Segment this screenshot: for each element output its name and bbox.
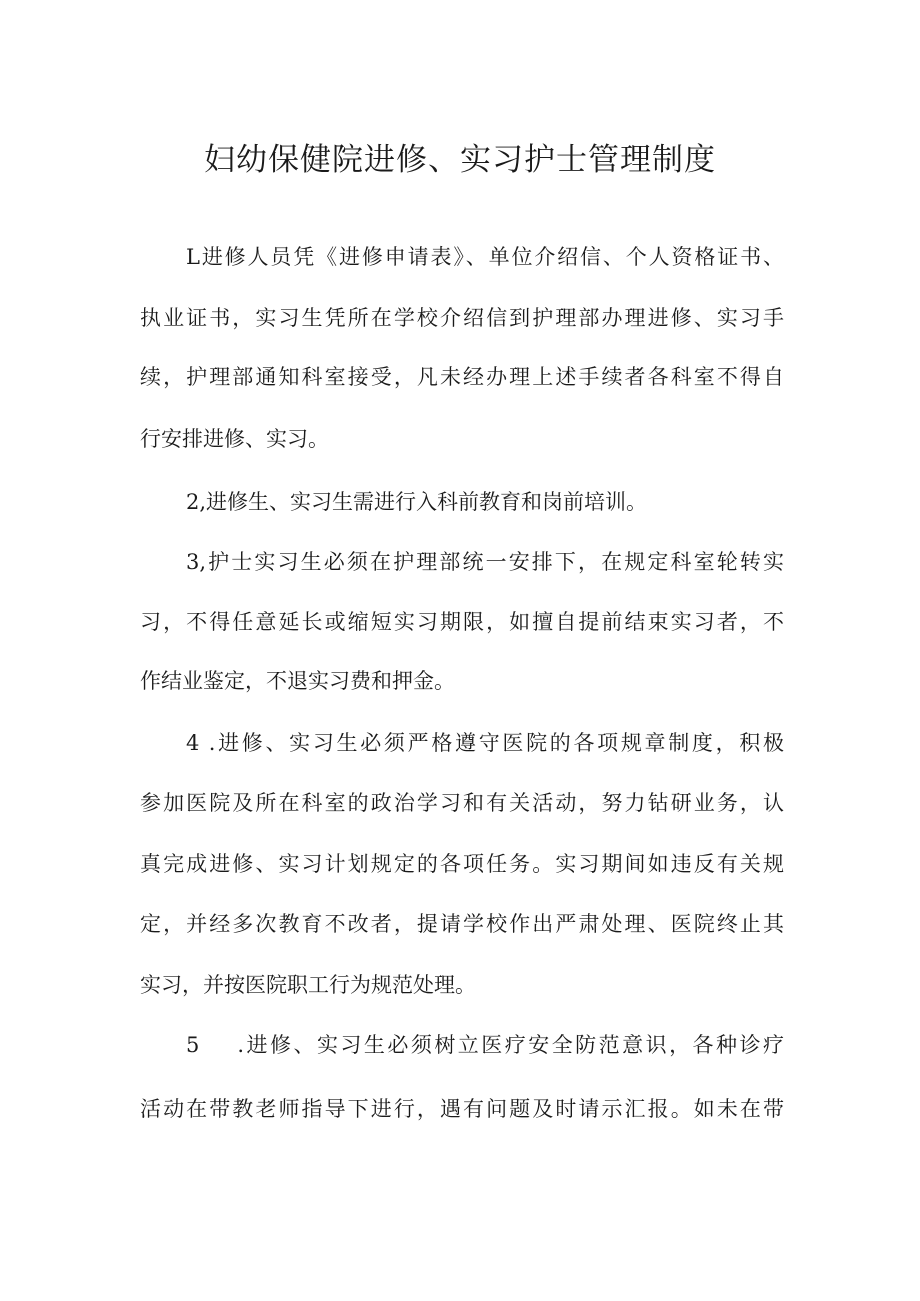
paragraph-3-line-2: 习，不得任意延长或缩短实习期限，如擅自提前结束实习者，不 (140, 610, 784, 634)
paragraph-1-line-3: 续，护理部通知科室接受，凡未经办理上述手续者各科室不得自 (140, 365, 784, 389)
paragraph-4-line-2: 参加医院及所在科室的政治学习和有关活动，努力钻研业务，认 (140, 791, 784, 815)
paragraph-4-line-3: 真完成进修、实习计划规定的各项任务。实习期间如违反有关规 (140, 852, 784, 876)
paragraph-3-line-1: 3,护士实习生必须在护理部统一安排下，在规定科室轮转实 (186, 550, 784, 574)
paragraph-5-line-2: 活动在带教老师指导下进行，遇有问题及时请示汇报。如未在带 (140, 1097, 784, 1121)
document-title: 妇幼保健院进修、实习护士管理制度 (204, 142, 716, 178)
paragraph-4-line-5: 实习，并按医院职工行为规范处理。 (140, 973, 476, 997)
paragraph-5-number: 5 (186, 1033, 200, 1057)
paragraph-1-line-4: 行安排进修、实习。 (140, 427, 329, 451)
paragraph-1-line-2: 执业证书，实习生凭所在学校介绍信到护理部办理进修、实习手 (140, 306, 784, 330)
paragraph-4-line-1: 4 .进修、实习生必须严格遵守医院的各项规章制度，积极 (186, 731, 784, 755)
paragraph-3-line-3: 作结业鉴定，不退实习费和押金。 (140, 669, 455, 693)
paragraph-4-line-4: 定，并经多次教育不改者，提请学校作出严肃处理、医院终止其 (140, 912, 784, 936)
paragraph-2-line-1: 2,进修生、实习生需进行入科前教育和岗前培训。 (186, 490, 648, 514)
paragraph-5-line-1 (186, 1025, 784, 1065)
paragraph-5-text: .进修、实习生必须树立医疗安全防范意识，各种诊疗 (237, 1033, 784, 1057)
paragraph-1-line-1: L进修人员凭《进修申请表》、单位介绍信、个人资格证书、 (186, 245, 784, 269)
